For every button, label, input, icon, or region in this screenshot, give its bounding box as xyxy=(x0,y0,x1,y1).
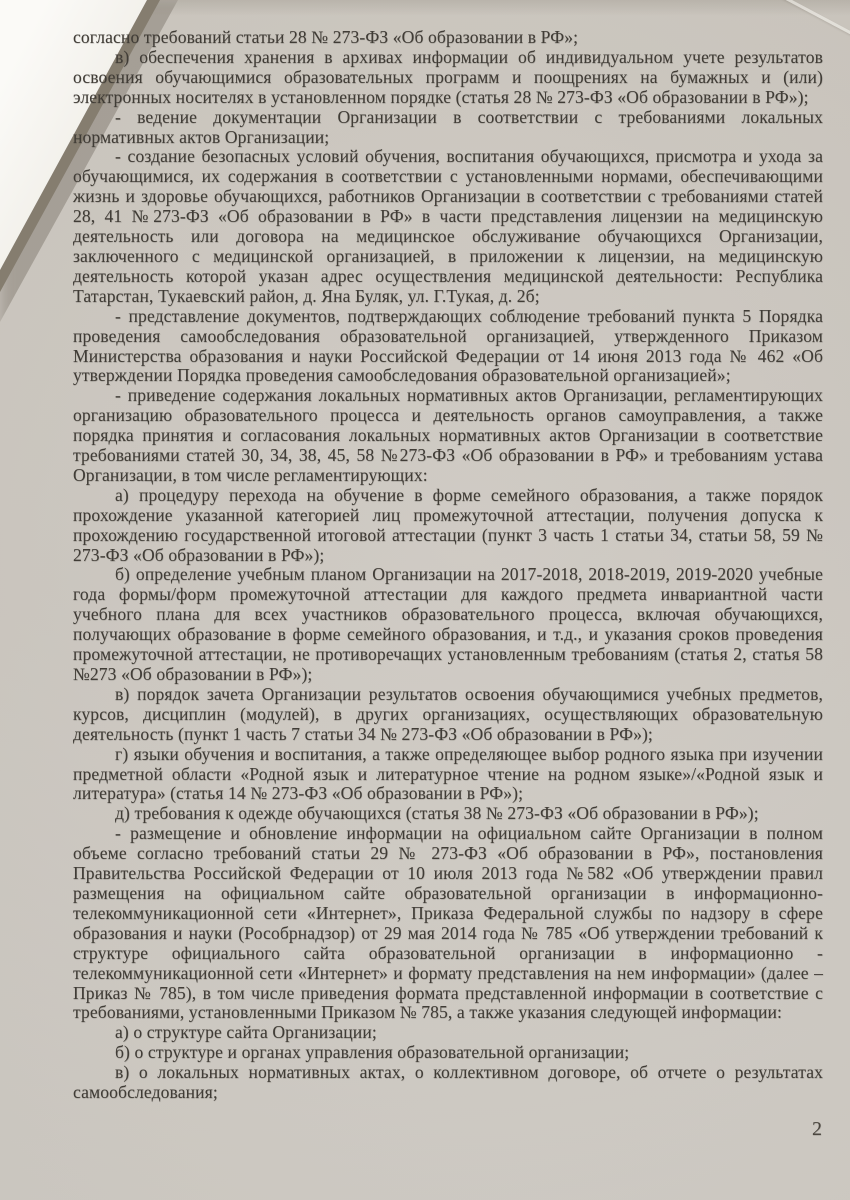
document-text-block xyxy=(73,28,823,1103)
paragraph-item-a-site-structure: а) о структуре сайта Организации; xyxy=(115,1022,377,1043)
paragraph-item-a-family-education: а) процедуру перехода на обучение в форме семейного образования, а также порядок прохождение указанной категорией лиц промежуточной аттестации, получения допуска к прохождению государственной итоговой аттестации (пункт 3 часть 1 статьи 34, статьи 58, 59 № 273-ФЗ «Об образовании в РФ»); xyxy=(73,484,823,565)
paragraph-continuation: согласно требований статьи 28 № 273-ФЗ «Об образовании в РФ»; xyxy=(73,27,579,47)
paragraph-dash-local-acts: - приведение содержания локальных нормативных актов Организации, регламентирующих организацию образовательного процесса и деятельность органов самоуправления, а также порядка принятия и согласования локальных нормативных актов Организации в соответствие требованиями статей 30, 34, 38, 45, 58 №273-ФЗ «Об образовании в РФ» и требованиям устава Организации, в том числе регламентирующих: xyxy=(73,385,823,485)
paragraph-item-v-archives: в) обеспечения хранения в архивах информации об индивидуальном учете результатов освоения обучающимися образовательных программ и поощрениях на бумажных и (или) электронных носителях в установленном порядке (статья 28 № 273-ФЗ «Об образовании в РФ»); xyxy=(73,46,823,107)
paragraph-dash-documentation: - ведение документации Организации в соответствии с требованиями локальных нормативных актов Организации; xyxy=(73,106,823,147)
paragraph-item-b-curriculum: б) определение учебным планом Организации на 2017-2018, 2018-2019, 2019-2020 учебные года формы/форм промежуточной аттестации для каждого предмета инвариантной части учебного плана для всех участников образовательного процесса, включая обучающихся, получающих образование в форме семейного образования, и т.д., и указания сроков проведения промежуточной аттестации, не противоречащих установленным требованиям (статья 2, статья 58 №273 «Об образовании в РФ»); xyxy=(73,564,823,684)
paragraph-item-v-local-acts-info: в) о локальных нормативных актах, о коллективном договоре, об отчете о результатах самообследования; xyxy=(73,1062,823,1103)
paragraph-dash-self-examination-docs: - представление документов, подтверждающих соблюдение требований пункта 5 Порядка проведения самообследования образовательной организацией, утвержденного Приказом Министерства образования и науки Российской Федерации от 14 июня 2013 года № 462 «Об утверждении Порядка проведения самообследования образовательной организацией»; xyxy=(73,305,823,386)
paragraph-item-g-languages: г) языки обучения и воспитания, а также определяющее выбор родного языка при изучении предметной области «Родной язык и литературное чтение на родном языке»/«Родной язык и литература» (статья 14 № 273-ФЗ «Об образовании в РФ»); xyxy=(73,743,823,804)
page-number: 2 xyxy=(812,1118,822,1140)
paragraph-item-b-governance: б) о структуре и органах управления образовательной организации; xyxy=(115,1042,630,1063)
paragraph-item-v-credit-transfer: в) порядок зачета Организации результатов освоения обучающимися учебных предметов, курсов, дисциплин (модулей), в других организациях, осуществляющих образовательную деятельность (пункт 1 часть 7 статьи 34 № 273-ФЗ «Об образовании в РФ»); xyxy=(73,683,823,744)
paragraph-dash-safe-conditions: - создание безопасных условий обучения, воспитания обучающихся, присмотра и ухода за обучающимися, их содержания в соответствии с установленными нормами, обеспечивающими жизнь и здоровье обучающихся, работников Организации в соответствии с требованиями статей 28, 41 №273-ФЗ «Об образовании в РФ» в части представления лицензии на медицинскую деятельность или договора на медицинское обслуживание обучающихся Организации, заключенного с медицинской организацией, в приложении к лицензии, на медицинскую деятельность которой указан адрес осуществления медицинской деятельности: Республика Татарстан, Тукаевский район, д. Яна Буляк, ул. Г.Тукая, д. 2б; xyxy=(73,146,823,306)
paragraph-item-d-clothing: д) требования к одежде обучающихся (статья 38 № 273-ФЗ «Об образовании в РФ»); xyxy=(115,803,759,824)
paragraph-dash-website-info: - размещение и обновление информации на официальном сайте Организации в полном объеме согласно требований статьи 29 № 273-ФЗ «Об образовании в РФ», постановления Правительства Российской Федерации от 10 июля 2013 года №582 «Об утверждении правил размещения на официальном сайте образовательной организации в информационно-телекоммуникационной сети «Интернет», Приказа Федеральной службы по надзору в сфере образования и науки (Рособрнадзор) от 29 мая 2014 года № 785 «Об утверждении требований к структуре официального сайта образовательной организации в информационно - телекоммуникационной сети «Интернет» и формату представления на нем информации» (далее – Приказ № 785), в том числе приведения формата представленной информации в соответствие с требованиями, установленными Приказом № 785, а также указания следующей информации: xyxy=(73,823,823,1023)
